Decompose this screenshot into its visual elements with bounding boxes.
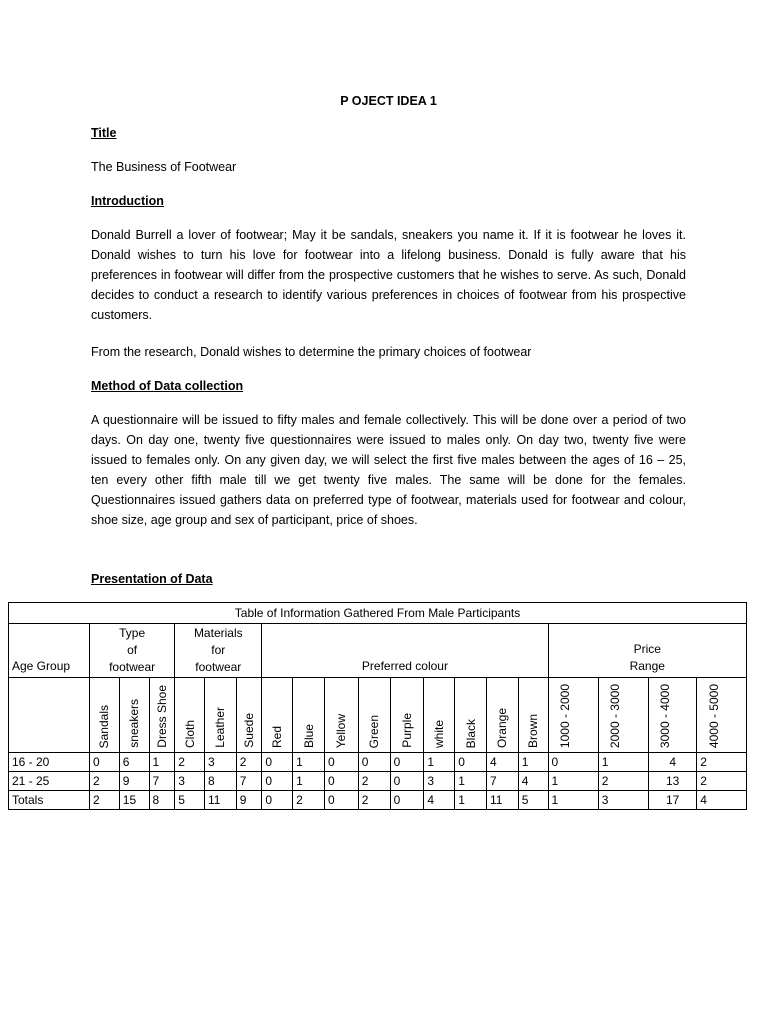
column-header	[518, 678, 548, 753]
column-header-label: Brown	[526, 713, 541, 748]
table-cell: 4	[486, 753, 518, 772]
column-header	[149, 678, 175, 753]
table-cell: 1	[293, 772, 325, 791]
column-header-label: 2000 - 3000	[608, 683, 623, 748]
table-cell: 2	[236, 753, 262, 772]
table-cell: 0	[548, 753, 598, 772]
materials-header-line-2: for	[211, 643, 226, 657]
column-header	[697, 678, 747, 753]
table-cell: 0	[324, 772, 358, 791]
materials-header	[175, 624, 262, 678]
column-header	[358, 678, 390, 753]
table-cell: 1	[149, 753, 175, 772]
table-cell: 1	[548, 791, 598, 810]
table-cell: 0	[324, 791, 358, 810]
column-header-label: Suede	[242, 713, 257, 748]
column-header	[390, 678, 424, 753]
column-header	[324, 678, 358, 753]
price-range-header	[548, 624, 746, 678]
table-cell: 0	[390, 753, 424, 772]
table-cell: 1	[293, 753, 325, 772]
type-header-line-2: of	[127, 643, 138, 657]
table-cell: 3	[175, 772, 205, 791]
column-header-label: Purple	[400, 713, 414, 748]
column-header	[486, 678, 518, 753]
table-cell: 0	[262, 772, 293, 791]
table-cell: 2	[358, 791, 390, 810]
age-group-spacer	[9, 678, 90, 753]
table-cell: 7	[236, 772, 262, 791]
table-cell: 1	[455, 791, 487, 810]
table-cell: 2	[175, 753, 205, 772]
table-cell: 1	[548, 772, 598, 791]
table-cell: 9	[236, 791, 262, 810]
column-header-label: 3000 - 4000	[657, 683, 672, 748]
row-label: 16 - 20	[9, 753, 90, 772]
column-header	[236, 678, 262, 753]
column-header-label: Yellow	[334, 713, 349, 748]
type-of-footwear-header	[90, 624, 175, 678]
table-cell: 15	[119, 791, 149, 810]
table-cell: 2	[90, 791, 120, 810]
table-cell: 4	[518, 772, 548, 791]
column-header-label: 1000 - 2000	[558, 683, 573, 748]
document-body	[91, 94, 686, 603]
table-cell: 2	[598, 772, 648, 791]
table-cell: 3	[598, 791, 648, 810]
table-row	[9, 772, 747, 791]
column-header	[455, 678, 487, 753]
table-cell: 2	[293, 791, 325, 810]
table-cell: 7	[149, 772, 175, 791]
column-header	[175, 678, 205, 753]
type-header-line-1: Type	[119, 626, 146, 640]
column-header	[90, 678, 120, 753]
column-header	[649, 678, 697, 753]
table-cell: 3	[204, 753, 236, 772]
table-cell: 2	[90, 772, 120, 791]
column-header	[598, 678, 648, 753]
column-header	[293, 678, 325, 753]
table-cell: 8	[204, 772, 236, 791]
table-cell: 0	[390, 772, 424, 791]
table-cell: 0	[455, 753, 487, 772]
introduction-heading: Introduction	[91, 194, 164, 208]
table-cell: 2	[697, 753, 747, 772]
table-cell: 4	[697, 791, 747, 810]
method-paragraph: A questionnaire will be issued to fifty males and female collectively. This will be done over a period of two days. On day one, twenty five questionnaires were issued to males only. On day two, twenty five were issued to females only. On any given day, we will select the first five males between the ages of 16 – 25, ten every other fifth male till we get twenty five males. The same will be done for the females. Questionnaires issued gathers data on preferred type of footwear, materials used for footwear and colour, shoe size, age group and sex of participant, price of shoes.	[91, 413, 686, 527]
table-caption: Table of Information Gathered From Male Participants	[9, 603, 747, 624]
table-cell: 0	[262, 753, 293, 772]
column-header-label: Green	[367, 714, 382, 748]
row-label: 21 - 25	[9, 772, 90, 791]
table-row	[9, 791, 747, 810]
column-header-label: sneakers	[127, 699, 142, 748]
table-cell: 0	[324, 753, 358, 772]
column-header-label: Orange	[495, 707, 510, 748]
introduction-paragraph-1: Donald Burrell a lover of footwear; May it be sandals, sneakers you name it. If it is footwear he loves it. Donald wishes to turn his love for footwear into a lifelong business. Donald is fully aware that his preferences in footwear will differ from the prospective customers that he wishes to serve. As such, Donald decides to conduct a research to identify various preferences in choices of footwear from his prospective customers.	[91, 228, 686, 322]
age-group-header: Age Group	[9, 624, 90, 678]
table-cell: 11	[204, 791, 236, 810]
table-cell: 5	[175, 791, 205, 810]
price-header-line-1: Price	[633, 642, 661, 656]
column-header	[424, 678, 455, 753]
column-header-label: Cloth	[182, 719, 197, 748]
column-header	[119, 678, 149, 753]
table-cell: 2	[697, 772, 747, 791]
column-header-label: Leather	[213, 707, 228, 748]
column-header-label: Sandals	[97, 704, 112, 748]
table-cell: 17	[649, 791, 697, 810]
table-cell: 1	[424, 753, 455, 772]
table-cell: 6	[119, 753, 149, 772]
table-cell: 8	[149, 791, 175, 810]
table-row	[9, 753, 747, 772]
column-header-label: 4000 - 5000	[706, 683, 721, 748]
table-cell: 1	[518, 753, 548, 772]
preferred-colour-header: Preferred colour	[262, 624, 548, 678]
materials-header-line-3: footwear	[195, 660, 242, 674]
presentation-heading: Presentation of Data	[91, 572, 213, 586]
table-cell: 4	[424, 791, 455, 810]
table-cell: 3	[424, 772, 455, 791]
type-header-line-3: footwear	[109, 660, 156, 674]
table-cell: 5	[518, 791, 548, 810]
table-cell: 7	[486, 772, 518, 791]
row-label: Totals	[9, 791, 90, 810]
column-header-label: white	[432, 719, 447, 748]
table-cell: 0	[262, 791, 293, 810]
method-heading: Method of Data collection	[91, 379, 244, 393]
column-header-label: Black	[463, 718, 478, 748]
table-cell: 0	[90, 753, 120, 772]
table-cell: 9	[119, 772, 149, 791]
table-cell: 4	[649, 753, 697, 772]
table-cell: 1	[598, 753, 648, 772]
column-header	[548, 678, 598, 753]
title-heading: Title	[91, 126, 117, 140]
column-header	[262, 678, 293, 753]
materials-header-line-1: Materials	[193, 626, 243, 640]
table-cell: 0	[358, 753, 390, 772]
table-cell: 2	[358, 772, 390, 791]
column-header-label: Dress Shoe	[154, 685, 169, 748]
column-header-label: Blue	[301, 723, 316, 748]
introduction-paragraph-2: From the research, Donald wishes to determine the primary choices of footwear	[91, 345, 532, 359]
table-cell: 1	[455, 772, 487, 791]
table-cell: 11	[486, 791, 518, 810]
column-header-label: Red	[270, 725, 285, 748]
price-header-line-2: Range	[629, 659, 665, 673]
document-title: P OJECT IDEA 1	[340, 94, 437, 108]
male-participants-table	[8, 602, 747, 810]
table-cell: 13	[649, 772, 697, 791]
title-text: The Business of Footwear	[91, 160, 237, 174]
column-header	[204, 678, 236, 753]
table-cell: 0	[390, 791, 424, 810]
